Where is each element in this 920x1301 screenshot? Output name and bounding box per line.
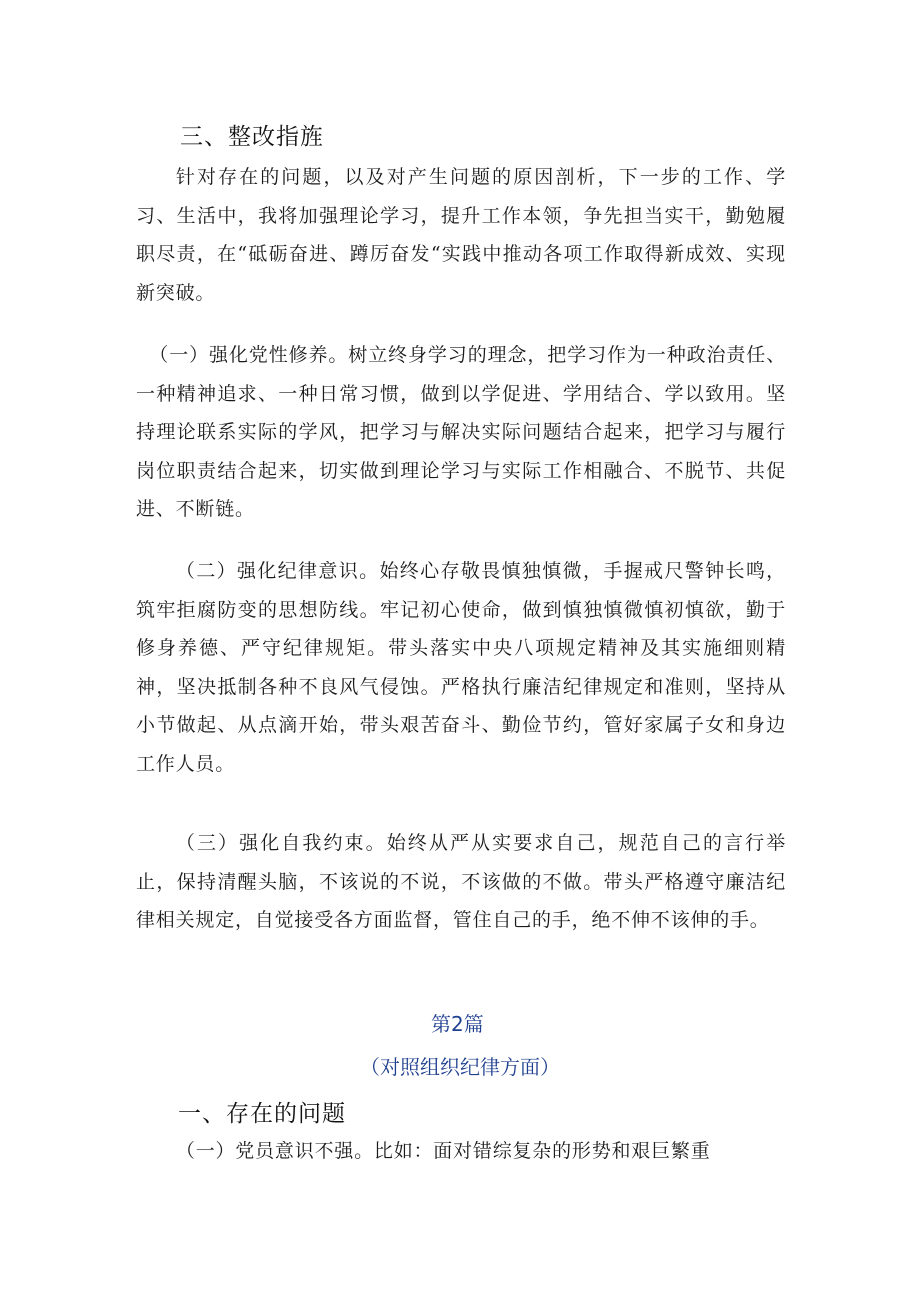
heading-rectification: 三、整改指旌 — [180, 124, 324, 150]
problem-1-paragraph: （一）党员意识不强。比如：面对错综复杂的形势和艰巨繁重 — [175, 1140, 711, 1162]
item-3-paragraph: （三）强化自我约束。始终从严从实要求自己，规范自己的言行举止，保持清醒头脑，不该说的不说，不该做的不做。带头严格遵守廉洁纪律相关规定，自觉接受各方面监督，管住自己的手，绝不伸不该伸的手。 — [136, 832, 786, 932]
part-title: 第2篇 — [431, 1012, 484, 1036]
part-subtitle: （对照组织纪律方面） — [360, 1055, 560, 1079]
heading-problems: 一、存在的问题 — [178, 1101, 346, 1127]
item-2-paragraph: （二）强化纪律意识。始终心存敬畏慎独慎微，手握戒尺警钟长鸣，筑牢拒腐防变的思想防线。牢记初心使命，做到慎独慎微慎初慎欲，勤于修身养德、严守纪律规矩。带头落实中央八项规定精神及其实施细则精神，坚决抵制各种不良风气侵蚀。严格执行廉洁纪律规定和准则，坚持从小节做起、从点滴开始，带头艰苦奋斗、勤俭节约，管好家属子女和身边工作人员。 — [136, 560, 786, 775]
item-1-paragraph: （一）强化党性修养。树立终身学习的理念，把学习作为一种政治责任、一种精神追求、一种日常习惯，做到以学促进、学用结合、学以致用。坚持理论联系实际的学风，把学习与解决实际问题结合起来，把学习与履行岗位职责结合起来，切实做到理论学习与实际工作相融合、不脱节、共促进、不断链。 — [136, 344, 786, 521]
intro-paragraph: 针对存在的问题，以及对产生问题的原因剖析，下一步的工作、学习、生活中，我将加强理论学习，提升工作本领，争先担当实干，勤勉履职尽责，在“砥砺奋进、蹲厉奋发“实践中推动各项工作取得新成效、实现新突破。 — [136, 166, 786, 304]
